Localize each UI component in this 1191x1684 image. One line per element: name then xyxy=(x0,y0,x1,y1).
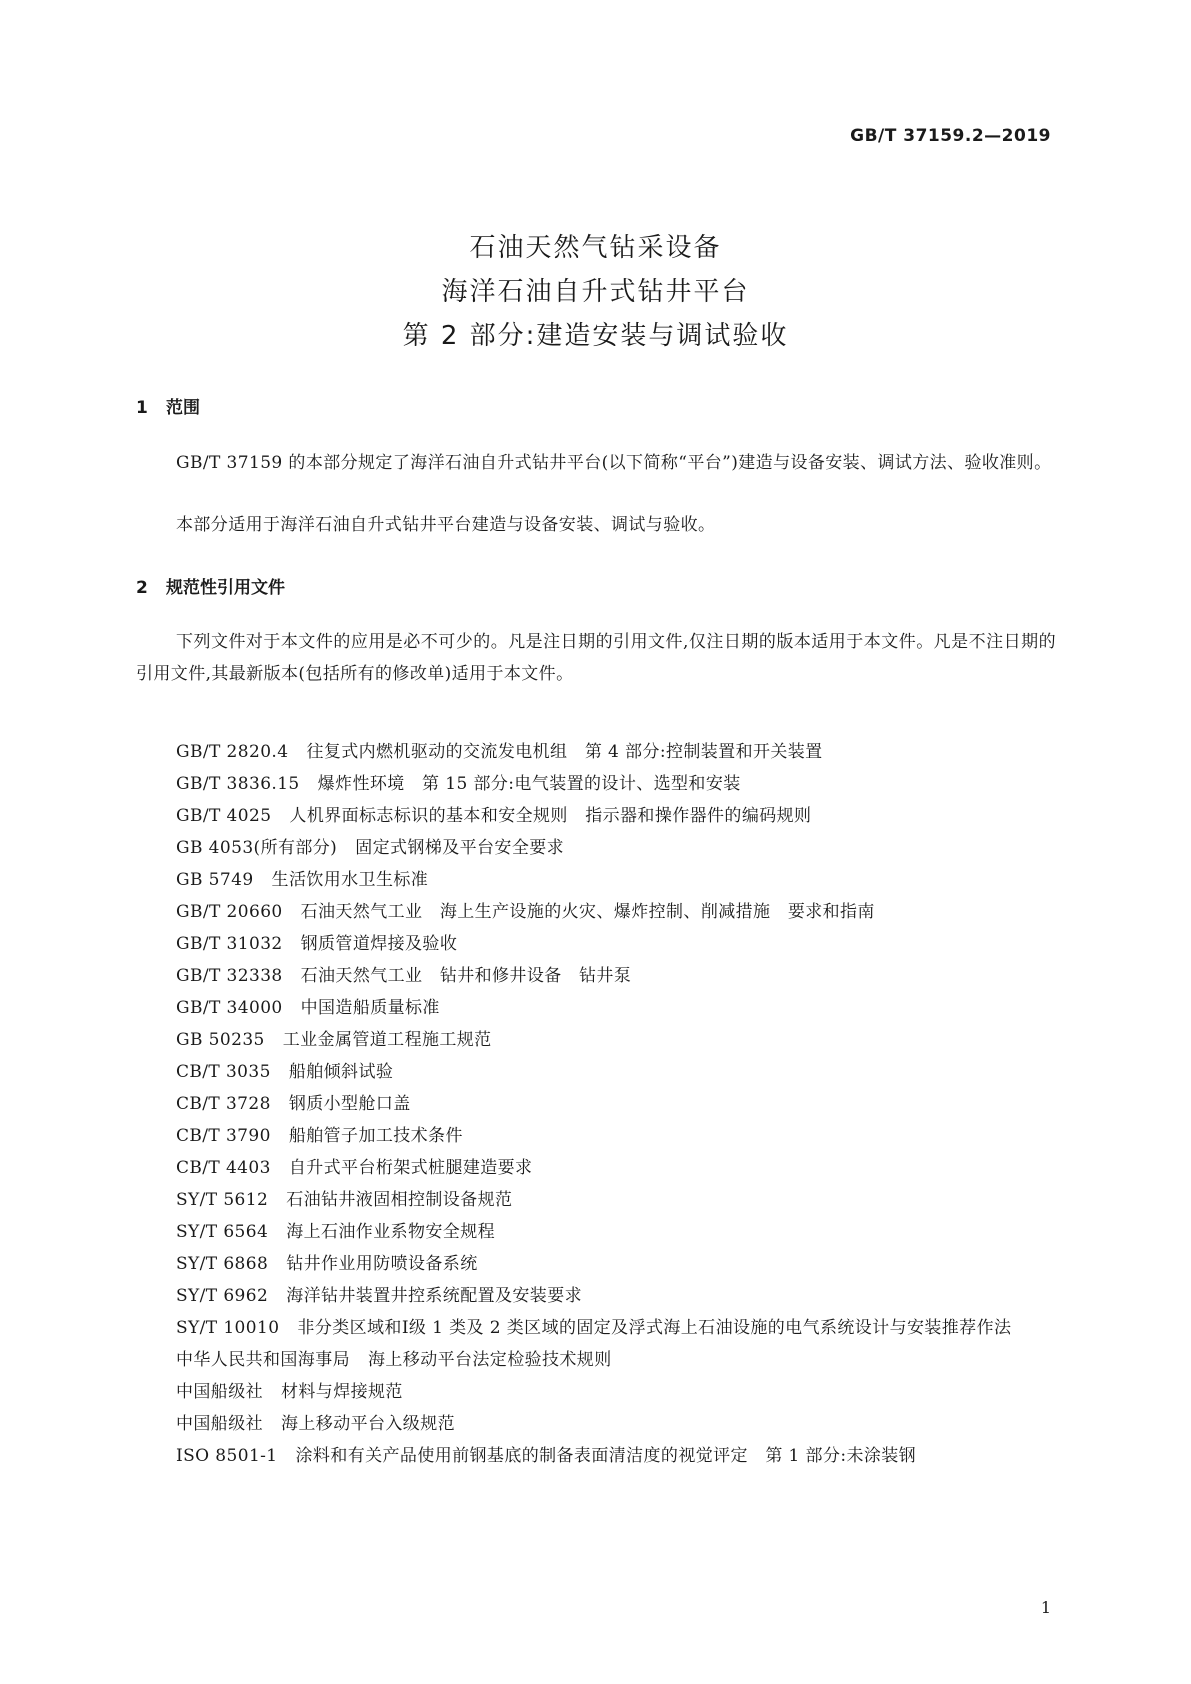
reference-title: 船舶倾斜试验 xyxy=(288,1062,394,1082)
reference-item xyxy=(136,928,1056,960)
scope-applicability-paragraph: 本部分适用于海洋石油自升式钻井平台建造与设备安装、调试与验收。 xyxy=(176,515,716,535)
reference-title: 钻井作业用防喷设备系统 xyxy=(286,1254,478,1274)
reference-item xyxy=(136,736,1056,768)
reference-title: 往复式内燃机驱动的交流发电机组 第 4 部分:控制装置和开关装置 xyxy=(306,742,823,762)
reference-item xyxy=(136,832,1056,864)
reference-title: 石油钻井液固相控制设备规范 xyxy=(286,1190,513,1210)
reference-item xyxy=(136,800,1056,832)
section-title: 范围 xyxy=(166,398,200,418)
reference-code: ISO 8501-1 xyxy=(176,1446,278,1466)
reference-item xyxy=(136,1440,1056,1472)
reference-item xyxy=(136,1312,1056,1344)
reference-title: 工业金属管道工程施工规范 xyxy=(282,1030,492,1050)
section-number: 1 xyxy=(136,398,148,418)
reference-item xyxy=(136,1024,1056,1056)
reference-code: GB/T 3836.15 xyxy=(176,774,300,794)
reference-item xyxy=(136,1120,1056,1152)
reference-code: SY/T 6962 xyxy=(176,1286,269,1306)
section-title: 规范性引用文件 xyxy=(166,578,285,598)
reference-title: 船舶管子加工技术条件 xyxy=(288,1126,463,1146)
title-line-2: 海洋石油自升式钻井平台 xyxy=(441,277,750,307)
reference-title: 材料与焊接规范 xyxy=(281,1382,403,1402)
reference-title: 爆炸性环境 第 15 部分:电气装置的设计、选型和安装 xyxy=(317,774,741,794)
reference-item xyxy=(136,1280,1056,1312)
document-title xyxy=(0,226,1191,358)
reference-code: CB/T 3728 xyxy=(176,1094,271,1114)
normative-reference-list xyxy=(136,736,1056,1472)
reference-title: 中国造船质量标准 xyxy=(300,998,440,1018)
reference-item xyxy=(136,1184,1056,1216)
reference-code: 中国船级社 xyxy=(176,1382,263,1402)
reference-code: GB 5749 xyxy=(176,870,254,890)
reference-code: GB 50235 xyxy=(176,1030,265,1050)
reference-code: 中华人民共和国海事局 xyxy=(176,1350,350,1370)
scope-paragraph: GB/T 37159 的本部分规定了海洋石油自升式钻井平台(以下简称“平台”)建造与设备安装、调试方法、验收准则。 xyxy=(176,453,1052,473)
reference-item xyxy=(136,1376,1056,1408)
reference-item xyxy=(136,1344,1056,1376)
reference-item xyxy=(136,1248,1056,1280)
reference-item xyxy=(136,992,1056,1024)
page-number: 1 xyxy=(1040,1598,1051,1617)
reference-code: GB/T 34000 xyxy=(176,998,283,1018)
reference-item xyxy=(136,1152,1056,1184)
reference-code: GB/T 4025 xyxy=(176,806,272,826)
reference-item xyxy=(136,960,1056,992)
reference-title: 海上石油作业系物安全规程 xyxy=(286,1222,496,1242)
reference-code: SY/T 6868 xyxy=(176,1254,269,1274)
reference-code: SY/T 5612 xyxy=(176,1190,269,1210)
section-number: 2 xyxy=(136,578,148,598)
reference-title: 海上移动平台法定检验技术规则 xyxy=(368,1350,612,1370)
reference-title: 海上移动平台入级规范 xyxy=(281,1414,455,1434)
reference-code: GB/T 2820.4 xyxy=(176,742,289,762)
title-line-3: 第 2 部分:建造安装与调试验收 xyxy=(402,321,789,351)
reference-title: 固定式钢梯及平台安全要求 xyxy=(355,838,565,858)
reference-code: CB/T 3035 xyxy=(176,1062,271,1082)
reference-title: 自升式平台桁架式桩腿建造要求 xyxy=(288,1158,533,1178)
reference-code: 中国船级社 xyxy=(176,1414,263,1434)
reference-item xyxy=(136,1056,1056,1088)
reference-code: GB/T 31032 xyxy=(176,934,283,954)
reference-title: 非分类区域和Ⅰ级 1 类及 2 类区域的固定及浮式海上石油设施的电气系统设计与安装推荐作法 xyxy=(297,1318,1012,1338)
references-intro-paragraph: 下列文件对于本文件的应用是必不可少的。凡是注日期的引用文件,仅注日期的版本适用于本文件。凡是不注日期的引用文件,其最新版本(包括所有的修改单)适用于本文件。 xyxy=(136,632,1056,684)
standard-code: GB/T 37159.2—2019 xyxy=(850,126,1051,146)
title-line-1: 石油天然气钻采设备 xyxy=(469,233,722,263)
reference-item xyxy=(136,1088,1056,1120)
reference-code: SY/T 6564 xyxy=(176,1222,269,1242)
reference-item xyxy=(136,1216,1056,1248)
reference-title: 人机界面标志标识的基本和安全规则 指示器和操作器件的编码规则 xyxy=(289,806,812,826)
reference-code: GB/T 20660 xyxy=(176,902,283,922)
section-2-heading xyxy=(136,573,285,598)
reference-title: 海洋钻井装置井控系统配置及安装要求 xyxy=(286,1286,583,1306)
reference-code: GB 4053(所有部分) xyxy=(176,838,338,858)
reference-title: 钢质小型舱口盖 xyxy=(288,1094,411,1114)
reference-item xyxy=(136,1408,1056,1440)
reference-code: CB/T 3790 xyxy=(176,1126,271,1146)
section-1-heading xyxy=(136,393,200,418)
reference-item xyxy=(136,864,1056,896)
reference-item xyxy=(136,768,1056,800)
reference-title: 钢质管道焊接及验收 xyxy=(300,934,458,954)
reference-code: GB/T 32338 xyxy=(176,966,283,986)
reference-title: 生活饮用水卫生标准 xyxy=(271,870,429,890)
reference-code: CB/T 4403 xyxy=(176,1158,271,1178)
reference-title: 石油天然气工业 钻井和修井设备 钻井泵 xyxy=(300,966,632,986)
reference-code: SY/T 10010 xyxy=(176,1318,280,1338)
reference-title: 石油天然气工业 海上生产设施的火灾、爆炸控制、削减措施 要求和指南 xyxy=(300,902,875,922)
reference-item xyxy=(136,896,1056,928)
reference-title: 涂料和有关产品使用前钢基底的制备表面清洁度的视觉评定 第 1 部分:未涂装钢 xyxy=(295,1446,917,1466)
